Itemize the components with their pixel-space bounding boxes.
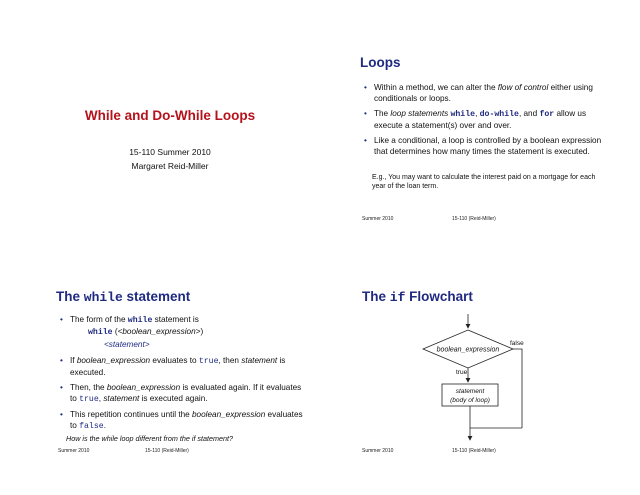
flowchart [340,302,640,462]
syntax-line: while (<boolean_expression>) [88,327,204,337]
course-label: 15-110 Summer 2010 [129,147,211,157]
example-note: E.g., You may want to calculate the interest paid on a mortgage for each year of the loan term. [372,174,596,190]
footer-date: Summer 2010 [58,448,90,454]
bullet-list [60,314,310,436]
author-name: Margaret Reid-Miller [131,161,209,171]
discussion-question: How is the while loop different from the if statement? [66,434,233,443]
slide-title: The if Flowchart [362,289,473,305]
bullet-item: • Then, the boolean_expression is evaluated again. If it evaluates to true, statement is executed again. [60,382,310,405]
true-label: true [456,369,468,376]
condition-label: boolean_expression [436,346,500,354]
bullet-item: • Like a conditional, a loop is controlled by a boolean expression that determines how many times the statement is executed. [364,135,614,157]
slide-while-statement [20,262,320,492]
footer-date: Summer 2010 [362,448,394,454]
body-loop-label: (body of loop) [450,397,490,404]
slide-title: Loops [360,55,401,70]
bullet-item: • The form of the while statement is while (<boolean_expression>) <statement> [60,314,310,351]
footer-course: 15-110 (Reid-Miller) [145,448,189,454]
bullet-item: • Within a method, we can alter the flow of control either using conditionals or loops. [364,82,614,104]
slide-if-flowchart [340,262,640,492]
slide-title: The while statement [56,289,191,305]
deck-title: While and Do-While Loops [84,108,256,123]
slide-loops [340,20,640,250]
false-label: false [510,340,524,347]
footer-course: 15-110 (Reid-Miller) [452,448,496,454]
bullet-item: • If boolean_expression evaluates to true, then statement is executed. [60,355,310,378]
footer-date: Summer 2010 [362,216,394,222]
bullet-list [364,82,614,161]
slide-title-page [20,20,320,250]
footer-course: 15-110 (Reid-Miller) [452,216,496,222]
body-statement-label: statement [455,388,485,395]
bullet-item: • This repetition continues until the boolean_expression evaluates to false. [60,409,310,432]
syntax-statement-line: <statement> [104,340,150,349]
false-path [513,349,522,428]
bullet-item: • The loop statements while, do-while, and for allow us execute a statement(s) over and over. [364,108,614,131]
